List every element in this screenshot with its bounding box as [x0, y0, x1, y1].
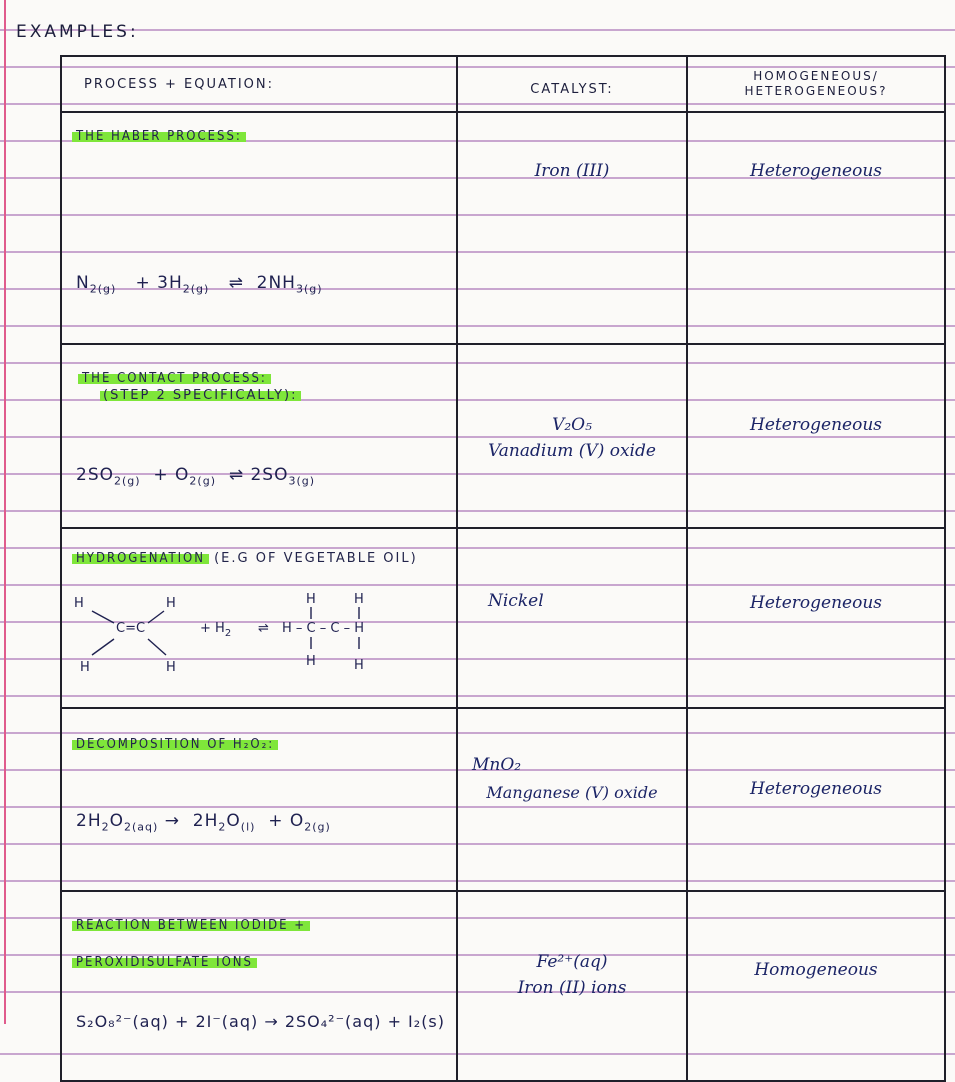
- catalyst-cell: [457, 344, 687, 528]
- type-text: Heterogeneous: [750, 161, 882, 181]
- catalyst-formula: MnO₂: [472, 755, 522, 775]
- svg-text:H: H: [166, 596, 176, 611]
- process-name: DECOMPOSITION OF H₂O₂:: [72, 737, 278, 752]
- equation-arrow: ⇌: [258, 621, 269, 636]
- catalyst-formula: V₂O₅: [552, 415, 592, 435]
- equation: $2H_2O_{2(aq)} \to 2H_2O_{(l)} + O_{2(g)}$: [76, 811, 331, 834]
- svg-text:H: H: [306, 592, 316, 607]
- header-type: [687, 56, 945, 112]
- svg-text:H: H: [306, 654, 316, 669]
- type-cell: [687, 344, 945, 528]
- catalyst-cell: [457, 708, 687, 891]
- catalyst-text: Vanadium (V) oxide: [488, 441, 656, 461]
- type-text: Heterogeneous: [750, 415, 882, 435]
- catalyst-formula: Fe²⁺(aq): [536, 952, 608, 972]
- equation: $N_{2(g)}$ + $3H_{2(g)}$ ⇌ $2NH_{3(g)}$: [76, 273, 323, 296]
- type-text: Heterogeneous: [750, 593, 882, 613]
- header-type-line2: HETEROGENEOUS?: [744, 84, 888, 98]
- table-row: [61, 891, 945, 1081]
- svg-text:H: H: [74, 596, 84, 611]
- catalyst-text: Iron (III): [534, 161, 610, 181]
- catalyst-cell: [457, 112, 687, 344]
- svg-text:H: H: [354, 592, 364, 607]
- type-cell: [687, 708, 945, 891]
- header-process: PROCESS + EQUATION:: [61, 56, 457, 112]
- process-note: (STEP 2 SPECIFICALLY):: [100, 388, 456, 403]
- type-text: Heterogeneous: [750, 779, 882, 799]
- process-name: REACTION BETWEEN IODIDE +: [72, 918, 310, 933]
- table-row: [61, 708, 945, 891]
- process-note: (E.G OF VEGETABLE OIL): [214, 551, 418, 566]
- process-name: THE CONTACT PROCESS:: [78, 371, 271, 386]
- equation: $2SO_{2(g)} + O_{2(g)}$ ⇌ $2SO_{3(g)}$: [76, 465, 316, 488]
- hydrogenation-structure: [70, 587, 430, 687]
- table-row: [61, 344, 945, 528]
- header-type-line1: HOMOGENEOUS/: [753, 69, 879, 83]
- equation-plus-h2: + $H_2$: [200, 621, 232, 639]
- type-cell: [687, 528, 945, 708]
- process-cell: [61, 528, 457, 708]
- process-cell: [61, 708, 457, 891]
- notebook-margin-line: [4, 0, 6, 1024]
- type-cell: [687, 112, 945, 344]
- header-catalyst: CATALYST:: [457, 56, 687, 112]
- header-row: [61, 56, 945, 112]
- catalyst-text: Iron (II) ions: [517, 978, 627, 998]
- process-name-line2: PEROXIDISULFATE IONS: [72, 955, 257, 970]
- catalyst-text: Manganese (V) oxide: [486, 783, 658, 802]
- table-row: [61, 528, 945, 708]
- process-name: HYDROGENATION: [72, 551, 209, 566]
- process-cell: [61, 112, 457, 344]
- examples-table: [60, 55, 946, 1082]
- process-cell: [61, 891, 457, 1081]
- equation: S₂O₈²⁻(aq) + 2I⁻(aq) → 2SO₄²⁻(aq) + I₂(s): [76, 1012, 446, 1031]
- table-row: [61, 112, 945, 344]
- process-name: THE HABER PROCESS:: [72, 129, 246, 144]
- svg-text:C=C: C=C: [116, 621, 146, 636]
- svg-text:H: H: [354, 658, 364, 673]
- catalyst-cell: [457, 891, 687, 1081]
- catalyst-text: Nickel: [488, 591, 544, 611]
- process-cell: [61, 344, 457, 528]
- type-text: Homogeneous: [754, 960, 878, 980]
- svg-text:H – C – C – H: H – C – C – H: [282, 621, 364, 636]
- type-cell: [687, 891, 945, 1081]
- catalyst-cell: [457, 528, 687, 708]
- svg-text:H: H: [80, 660, 90, 675]
- svg-text:H: H: [166, 660, 176, 675]
- page-heading: EXAMPLES:: [16, 22, 139, 42]
